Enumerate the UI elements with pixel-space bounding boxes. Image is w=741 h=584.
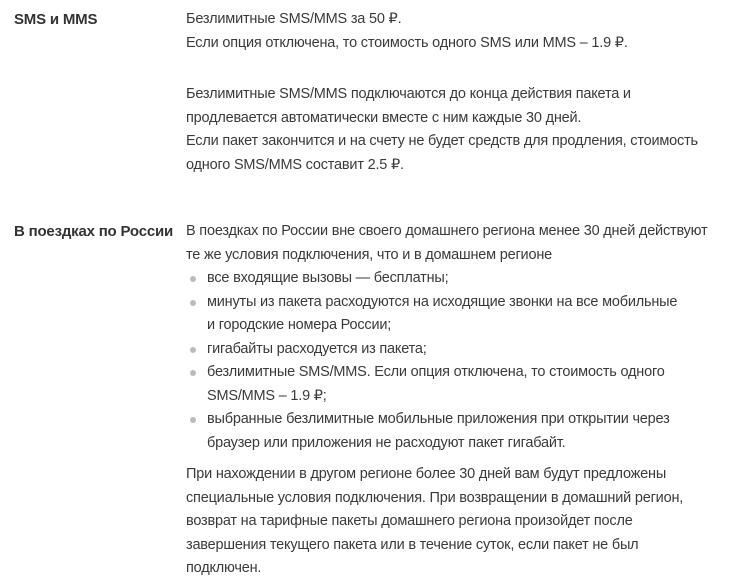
list-item-unlimited-sms bbox=[186, 361, 725, 408]
section-travel-russia bbox=[14, 220, 725, 581]
text-line: выбранные безлимитные мобильные приложения при открытии через bbox=[207, 411, 670, 427]
list-item-incoming-calls bbox=[186, 267, 725, 291]
section-label-travel-russia: В поездках по России bbox=[14, 223, 174, 240]
text-line: все входящие вызовы — бесплатны; bbox=[207, 270, 449, 286]
text-line: минуты из пакета расходуются на исходящие звонки на все мобильные bbox=[207, 293, 678, 310]
text-line: Если опция отключена, то стоимость одного SMS или MMS – 1.9 ₽. bbox=[186, 34, 628, 51]
text-line: безлимитные SMS/MMS. Если опция отключена, то стоимость одного bbox=[207, 364, 665, 380]
text-line: При нахождении в другом регионе более 30 дней вам будут предложены bbox=[186, 466, 667, 482]
text-line: гигабайты расходуется из пакета; bbox=[207, 340, 427, 357]
text-line: специальные условия подключения. При возвращении в домашний регион, bbox=[186, 489, 684, 506]
text-line: те же условия подключения, что и в домашнем регионе bbox=[186, 246, 552, 263]
text-line: завершения текущего пакета или в течение суток, если пакет не был bbox=[186, 536, 639, 553]
text-line: подключен. bbox=[186, 560, 262, 576]
text-line: возврат на тарифные пакеты домашнего региона произойдет после bbox=[186, 513, 633, 529]
paragraph-sms-renewal bbox=[186, 83, 725, 177]
text-line: продлевается автоматически вместе с ним каждые 30 дней. bbox=[186, 109, 582, 126]
text-line: одного SMS/MMS составит 2.5 ₽. bbox=[186, 156, 404, 173]
section-content-sms-mms bbox=[186, 8, 725, 177]
text-line: Безлимитные SMS/MMS за 50 ₽. bbox=[186, 11, 402, 27]
paragraph-sms-price bbox=[186, 8, 725, 55]
list-item-gigabytes bbox=[186, 338, 725, 362]
section-content-travel-russia bbox=[186, 220, 725, 581]
text-line: Если пакет закончится и на счету не будет средств для продления, стоимость bbox=[186, 133, 698, 149]
text-line: В поездках по России вне своего домашнего региона менее 30 дней действуют bbox=[186, 223, 708, 239]
paragraph-travel-intro bbox=[186, 220, 725, 267]
text-line: браузер или приложения не расходуют пакет гигабайт. bbox=[207, 434, 566, 451]
list-item-unlimited-apps bbox=[186, 408, 725, 455]
text-line: Безлимитные SMS/MMS подключаются до конца действия пакета и bbox=[186, 86, 631, 102]
paragraph-travel-long-stay bbox=[186, 463, 725, 581]
text-line: SMS/MMS – 1.9 ₽; bbox=[207, 387, 327, 404]
travel-conditions-list bbox=[186, 267, 725, 455]
section-sms-mms bbox=[14, 8, 725, 177]
section-label-sms-mms: SMS и MMS bbox=[14, 11, 98, 28]
list-item-package-minutes bbox=[186, 291, 725, 338]
text-line: и городские номера России; bbox=[207, 317, 392, 333]
